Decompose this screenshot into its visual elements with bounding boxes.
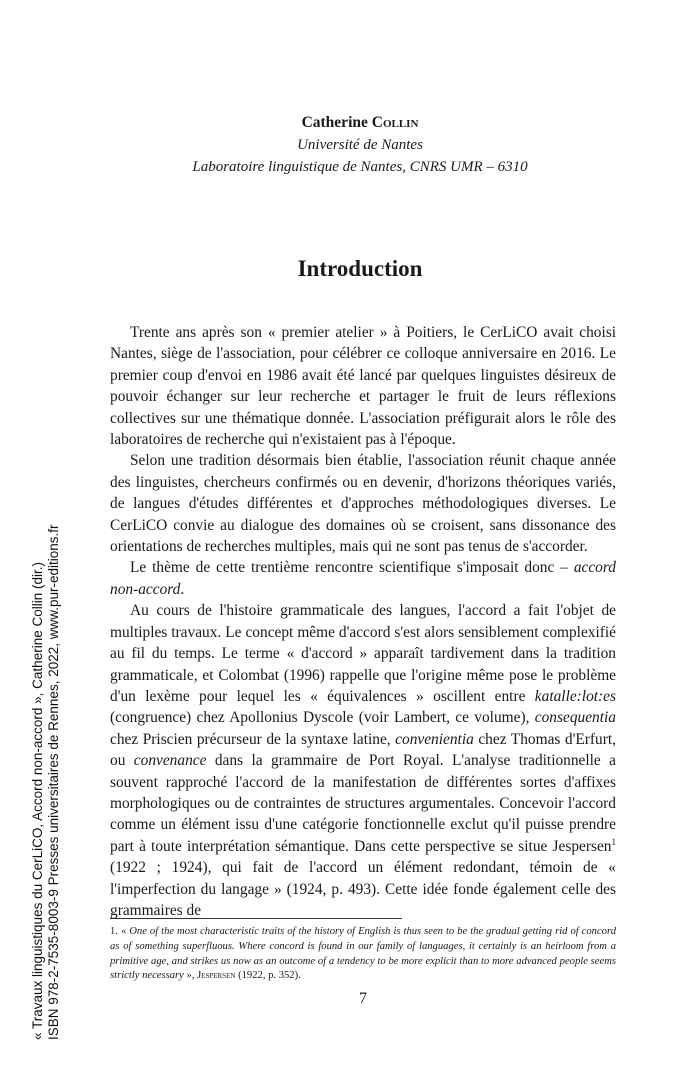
emphasis-term: consequentia xyxy=(534,709,616,727)
paragraph-4: Au cours de l'histoire grammaticale des langues, l'accord a fait l'objet de multiples travaux. Le concept même d'accord s'est alors sensiblement complexifié au fil du temps. Le terme « d'accord » apparaît tardivement dans la tradition grammaticale, et Colombat (1996) rappelle que l'origine même pose le problème d'un lexème pour lequel les « équivalences » oscillent entre katalle:lot:es (congruence) chez Apollonius Dyscole (voir Lambert, ce volume), consequentia chez Priscien précurseur de la syntaxe latine, convenientia chez Thomas d'Erfurt, ou convenance dans la grammaire de Port Royal. L'analyse traditionnelle a souvent rapproché l'accord de la manifestation de différentes sortes d'affixes morphologiques ou de contraintes de structures argumentales. Concevoir l'accord comme un élément issu d'une catégorie fonctionnelle exclut qu'il puisse prendre part à toute interprétation sémantique. Dans cette perspective se situe Jespersen$^1$ (1922 ; 1924), qui fait de l'accord un élément redondant, témoin de « l'imperfection du langage » (1924, p. 493). Cette idée fonde également celle des grammaires de xyxy=(110,602,616,919)
paragraph-2: Selon une tradition désormais bien établie, l'association réunit chaque année des linguistes, chercheurs confirmés ou en devenir, d'horizons théoriques variés, de langues d'études différentes et d'approches méthodologiques diverses. Le CerLiCO convie au dialogue des domaines où se croisent, sans dissonance des orientations de recherches multiples, mais qui ne sont pas tenus de s'accorder. xyxy=(110,452,616,556)
footnote-author: Jespersen xyxy=(197,970,236,982)
body-text xyxy=(110,322,616,921)
paragraph-1: Trente ans après son « premier atelier » à Poitiers, le CerLiCO avait choisi Nantes, siège de l'association, pour célébrer ce colloque anniversaire en 2016. Le premier coup d'envoi en 1986 avait été lancé par quelques linguistes désireux de pouvoir échanger sur leur recherche et partager le fruit de leurs réflexions collectives sur une thématique donnée. L'association préfigurait alors le rôle des laboratoires de recherche qui n'existaient pas à l'époque. xyxy=(110,324,616,449)
chapter-title: Introduction xyxy=(297,256,423,281)
author-last-name: Collin xyxy=(371,114,419,131)
emphasis-term: convenance xyxy=(133,752,207,770)
side-citation xyxy=(30,490,62,1040)
author-first-name: Catherine xyxy=(301,114,368,131)
author-name xyxy=(110,112,610,134)
page-number: 7 xyxy=(359,990,367,1007)
emphasis-term: convenientia xyxy=(395,730,474,748)
footnote-quote: One of the most characteristic traits of the history of English is thus seen to be the gradual getting rid of concord as of something superfluous. Where concord is found in our family of languages, it certainly is an heirloom from a primitive age, and strikes us now as an outcome of a tendency to be more explicit than to more advanced people seems strictly necessary xyxy=(110,926,616,982)
footnote: 1. « One of the most characteristic traits of the history of English is thus seen to be the gradual getting rid of concord as of something superfluous. Where concord is found in our family of languages, it certainly is an heirloom from a primitive age, and strikes us now as an outcome of a tendency to be more explicit than to more advanced people seems strictly necessary », Jespersen (1922, p. 352). xyxy=(110,926,616,982)
affiliation-university: Université de Nantes xyxy=(297,137,423,153)
footnote-ref[interactable]: 1 xyxy=(611,836,616,847)
side-citation-line-1: « Travaux linguistiques du CerLiCO, Accord non-accord », Catherine Collin (dir.) xyxy=(30,562,45,1040)
side-citation-line-2: ISBN 978-2-7535-8003-9 Presses universitaires de Rennes, 2022, www.pur-editions.fr xyxy=(46,524,61,1040)
author-block xyxy=(110,112,610,178)
affiliation-lab: Laboratoire linguistique de Nantes, CNRS UMR – 6310 xyxy=(192,159,528,175)
paragraph-3: Le thème de cette trentième rencontre scientifique s'imposait donc – accord non-accord. xyxy=(110,559,616,598)
footnote-number: 1. xyxy=(110,926,118,937)
footnote-divider xyxy=(110,918,402,919)
emphasis-accord-non-accord: accord non-accord xyxy=(110,559,616,598)
emphasis-term: katalle:lot:es xyxy=(534,687,616,705)
